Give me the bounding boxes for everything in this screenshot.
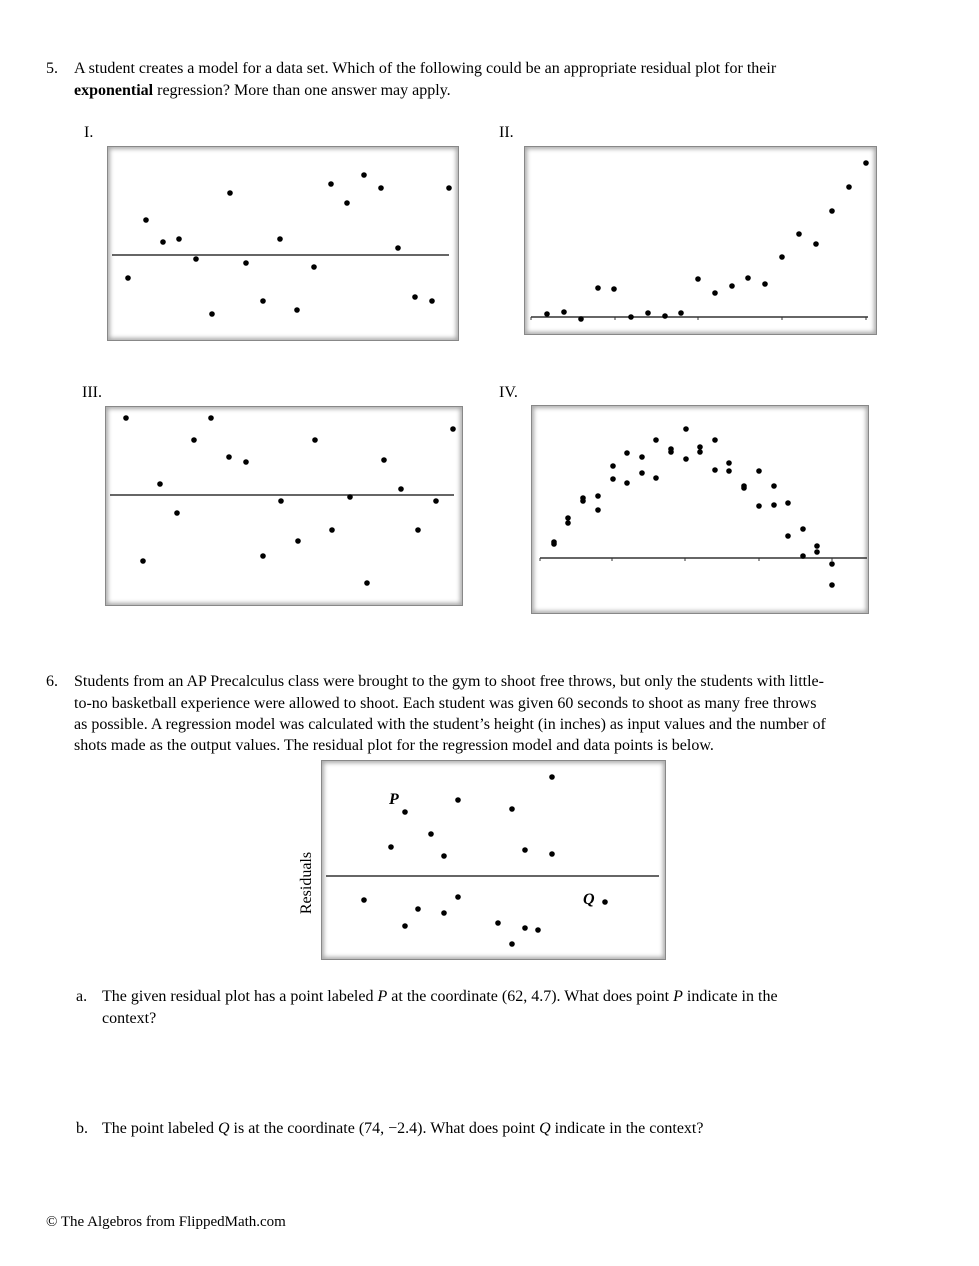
data-point xyxy=(639,470,645,476)
var-p: P xyxy=(377,988,388,1005)
data-point xyxy=(312,437,318,443)
part-a-t2: at the coordinate (62, 4.7). What does point xyxy=(387,988,674,1005)
data-point xyxy=(125,275,131,281)
data-point xyxy=(347,494,353,500)
data-point xyxy=(726,460,732,466)
data-point xyxy=(157,481,163,487)
data-point xyxy=(311,264,317,270)
part-b-label: b. xyxy=(76,1120,88,1137)
data-point xyxy=(441,853,447,859)
data-point xyxy=(561,309,567,315)
data-point xyxy=(402,809,408,815)
data-point xyxy=(678,310,684,316)
data-point xyxy=(378,185,384,191)
data-point xyxy=(829,208,835,214)
data-point xyxy=(395,245,401,251)
data-point xyxy=(509,806,515,812)
data-point xyxy=(796,231,802,237)
y-axis-label: Residuals xyxy=(298,851,315,915)
data-point xyxy=(551,541,557,547)
data-point xyxy=(814,543,820,549)
data-point xyxy=(610,463,616,469)
residual-plot-free-throws xyxy=(321,760,666,960)
data-point xyxy=(668,449,674,455)
question-6-line4: shots made as the output values. The residual plot for the regression model and data points is below. xyxy=(74,737,714,754)
data-point xyxy=(329,527,335,533)
data-point xyxy=(762,281,768,287)
plot-svg xyxy=(525,147,876,334)
data-point xyxy=(455,894,461,900)
question-6-number: 6. xyxy=(46,673,58,690)
data-point xyxy=(174,510,180,516)
residual-plot-4 xyxy=(531,405,869,614)
data-point xyxy=(429,298,435,304)
data-point xyxy=(450,426,456,432)
part-a-label: a. xyxy=(76,988,88,1005)
data-point xyxy=(535,927,541,933)
part-a-text-cont: context? xyxy=(102,1010,157,1027)
residual-plot-1 xyxy=(107,146,459,341)
plot-label-1: I. xyxy=(84,124,94,141)
data-point xyxy=(388,844,394,850)
data-point xyxy=(611,286,617,292)
data-point xyxy=(361,897,367,903)
data-point xyxy=(140,558,146,564)
data-point xyxy=(683,426,689,432)
data-point xyxy=(610,476,616,482)
data-point xyxy=(455,797,461,803)
var-q: Q xyxy=(539,1120,551,1137)
data-point xyxy=(294,307,300,313)
footer-copyright: © The Algebros from FlippedMath.com xyxy=(46,1214,286,1230)
data-point xyxy=(544,311,550,317)
part-a-text xyxy=(102,986,778,1008)
data-point xyxy=(846,184,852,190)
part-b-t1: The point labeled xyxy=(102,1120,218,1137)
data-point xyxy=(412,294,418,300)
part-b-text xyxy=(102,1118,703,1140)
data-point xyxy=(509,941,515,947)
data-point xyxy=(260,553,266,559)
data-point xyxy=(745,275,751,281)
data-point xyxy=(771,483,777,489)
data-point xyxy=(695,276,701,282)
data-point xyxy=(381,457,387,463)
data-point xyxy=(602,899,608,905)
part-a-t3: indicate in the xyxy=(682,988,778,1005)
data-point xyxy=(176,236,182,242)
data-point xyxy=(697,444,703,450)
residual-plot-2 xyxy=(524,146,877,335)
data-point xyxy=(495,920,501,926)
plot-label-4: IV. xyxy=(499,384,518,401)
plot-svg xyxy=(322,761,665,959)
data-point xyxy=(415,906,421,912)
data-point xyxy=(800,553,806,559)
plot-svg xyxy=(532,406,868,613)
data-point xyxy=(565,520,571,526)
data-point xyxy=(683,456,689,462)
data-point xyxy=(226,454,232,460)
data-point xyxy=(364,580,370,586)
data-point xyxy=(741,485,747,491)
data-point xyxy=(697,449,703,455)
plot-label-2: II. xyxy=(499,124,514,141)
data-point xyxy=(398,486,404,492)
data-point xyxy=(662,313,668,319)
data-point xyxy=(209,311,215,317)
data-point xyxy=(243,260,249,266)
data-point xyxy=(653,437,659,443)
data-point xyxy=(344,200,350,206)
residual-plot-3 xyxy=(105,406,463,606)
data-point xyxy=(143,217,149,223)
data-point xyxy=(785,533,791,539)
var-q: Q xyxy=(217,1120,230,1137)
data-point xyxy=(428,831,434,837)
data-point xyxy=(712,467,718,473)
emphasis-exponential: exponential xyxy=(74,82,154,99)
data-point xyxy=(160,239,166,245)
data-point xyxy=(645,310,651,316)
data-point xyxy=(712,437,718,443)
part-a-t1: The given residual plot has a point labeled xyxy=(102,988,378,1005)
data-point xyxy=(415,527,421,533)
data-point xyxy=(814,549,820,555)
data-point xyxy=(295,538,301,544)
data-point xyxy=(863,160,869,166)
data-point xyxy=(624,480,630,486)
question-6-line3: as possible. A regression model was calculated with the student’s height (in inches) as input values and the number of xyxy=(74,716,826,733)
data-point xyxy=(208,415,214,421)
question-5-number: 5. xyxy=(46,60,58,77)
data-point xyxy=(785,500,791,506)
data-point xyxy=(712,290,718,296)
data-point xyxy=(243,459,249,465)
data-point xyxy=(191,437,197,443)
data-point xyxy=(578,316,584,322)
question-5-text-rest: regression? More than one answer may apply. xyxy=(153,82,451,99)
question-6-line1: Students from an AP Precalculus class were brought to the gym to shoot free throws, but only the students with little- xyxy=(74,673,824,690)
part-b-t2: is at the coordinate (74, −2.4). What does point xyxy=(229,1120,540,1137)
data-point xyxy=(565,515,571,521)
data-point xyxy=(446,185,452,191)
data-point xyxy=(756,503,762,509)
data-point xyxy=(595,285,601,291)
data-point xyxy=(361,172,367,178)
data-point xyxy=(441,910,447,916)
data-point xyxy=(829,582,835,588)
data-point xyxy=(595,507,601,513)
plot-svg xyxy=(106,407,462,605)
question-6-line2: to-no basketball experience were allowed to shoot. Each student was given 60 seconds to shoot as many free throws xyxy=(74,695,817,712)
data-point xyxy=(813,241,819,247)
part-b-t3: indicate in the context? xyxy=(550,1120,704,1137)
data-point xyxy=(624,450,630,456)
question-5-text-line2 xyxy=(74,80,451,102)
data-point xyxy=(328,181,334,187)
data-point xyxy=(402,923,408,929)
data-point xyxy=(278,498,284,504)
point-q-label: Q xyxy=(583,891,595,908)
data-point xyxy=(123,415,129,421)
data-point xyxy=(729,283,735,289)
data-point xyxy=(628,314,634,320)
data-point xyxy=(522,925,528,931)
data-point xyxy=(260,298,266,304)
data-point xyxy=(193,256,199,262)
plot-label-3: III. xyxy=(82,384,102,401)
data-point xyxy=(779,254,785,260)
data-point xyxy=(726,468,732,474)
data-point xyxy=(433,498,439,504)
data-point xyxy=(227,190,233,196)
point-p-label: P xyxy=(389,791,399,808)
question-5-text-line1: A student creates a model for a data set. Which of the following could be an appropriate residual plot for their xyxy=(74,60,777,77)
var-p: P xyxy=(673,988,683,1005)
data-point xyxy=(277,236,283,242)
data-point xyxy=(580,498,586,504)
data-point xyxy=(639,454,645,460)
data-point xyxy=(829,561,835,567)
data-point xyxy=(522,847,528,853)
data-point xyxy=(549,851,555,857)
data-point xyxy=(653,475,659,481)
data-point xyxy=(771,502,777,508)
plot-svg xyxy=(108,147,458,340)
data-point xyxy=(800,526,806,532)
data-point xyxy=(756,468,762,474)
data-point xyxy=(595,493,601,499)
data-point xyxy=(549,774,555,780)
